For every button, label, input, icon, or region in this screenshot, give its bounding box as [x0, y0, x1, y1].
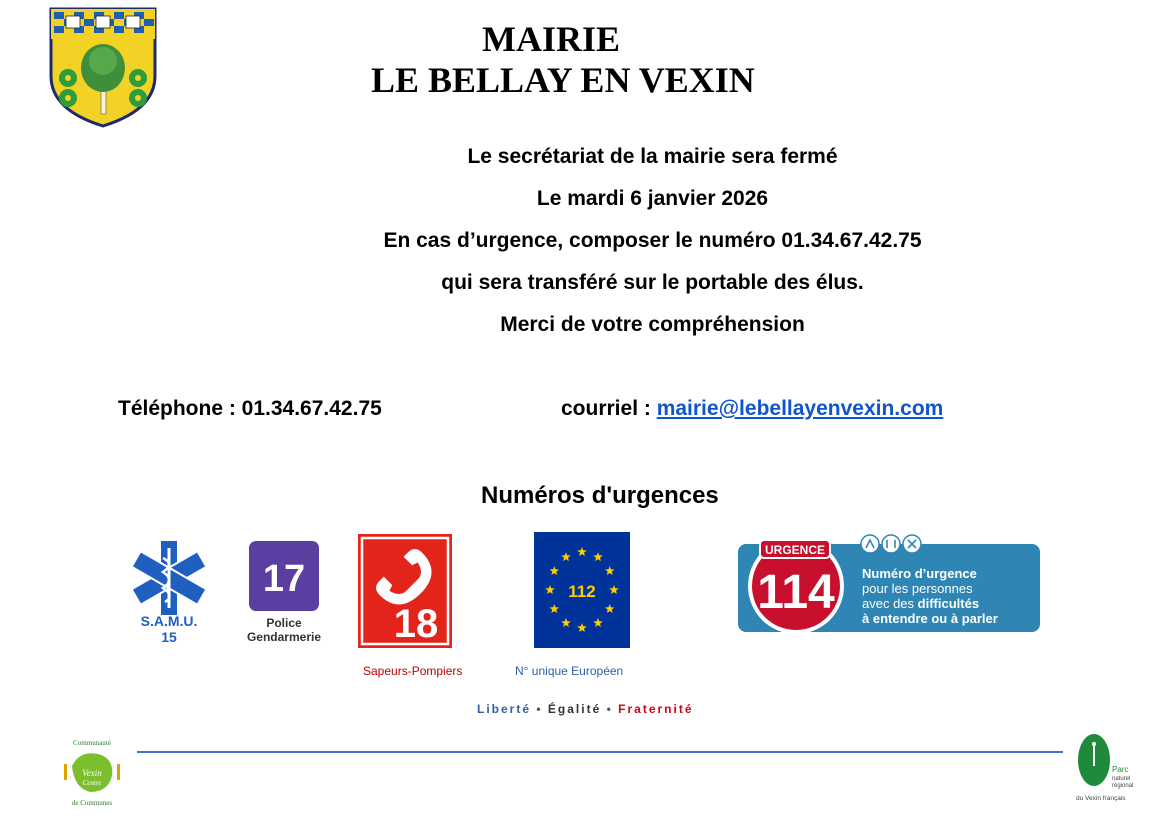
eu-112-logo [534, 532, 630, 648]
u114-line-3: avec des difficultés [862, 596, 980, 611]
eu-number: 112 [568, 582, 596, 601]
police-logo [246, 540, 326, 644]
police-label-1: Police [266, 616, 302, 630]
urgence-number: 114 [757, 566, 835, 619]
europe-caption: N° unique Européen [515, 664, 624, 678]
motto-liberte: Liberté [477, 702, 532, 716]
urgence-114-logo [738, 530, 1040, 634]
notice-line-1: Le secrétariat de la mairie sera fermé [467, 145, 838, 168]
parc-naturel-logo [1074, 732, 1136, 804]
cc-center-label-2: Centre [82, 779, 102, 787]
page-title-line1: MAIRIE [482, 19, 621, 59]
police-label-2: Gendarmerie [246, 630, 322, 644]
republic-motto [477, 702, 694, 716]
pompiers-caption: Sapeurs-Pompiers [363, 664, 463, 678]
emergency-title: Numéros d'urgences [481, 482, 719, 509]
motto-separator: • [536, 702, 543, 716]
urgence-badge: URGENCE [764, 543, 826, 557]
communaute-de-communes-logo [56, 736, 128, 808]
cc-center-label-1: Vexin [82, 768, 102, 778]
motto-separator: • [606, 702, 613, 716]
footer-divider [137, 751, 1063, 753]
notice-line-4: qui sera transféré sur le portable des élus. [441, 271, 864, 294]
cc-bottom-label: de Communes [71, 799, 113, 807]
coat-of-arms-icon [48, 6, 158, 130]
notice-line-3: En cas d’urgence, composer le numéro 01.34.67.42.75 [383, 229, 922, 252]
star-of-life-icon [132, 540, 207, 616]
samu-name: S.A.M.U. [140, 613, 198, 629]
cc-top-label: Communauté [73, 739, 111, 747]
motto-fraternite: Fraternité [618, 702, 694, 716]
parc-label-4: du Vexin français [1076, 795, 1126, 802]
email-label: courriel : [561, 397, 657, 420]
pompiers-number: 18 [393, 602, 439, 646]
notice-line-5: Merci de votre compréhension [500, 313, 805, 336]
police-number: 17 [262, 558, 306, 600]
motto-egalite: Égalité [547, 702, 602, 716]
samu-logo [124, 538, 214, 646]
email-block [561, 398, 943, 419]
notice-line-2: Le mardi 6 janvier 2026 [536, 187, 769, 210]
u114-line-1: Numéro d’urgence [862, 566, 977, 581]
email-link[interactable]: mairie@lebellayenvexin.com [656, 397, 944, 420]
pompiers-logo [358, 534, 452, 648]
parc-label-1: Parc [1112, 765, 1129, 774]
parc-label-3: régional [1112, 783, 1134, 789]
u114-line-4: à entendre ou à parler [862, 611, 998, 626]
u114-line-2: pour les personnes [862, 581, 973, 596]
page-title-line2: LE BELLAY EN VEXIN [371, 60, 755, 100]
samu-number: 15 [161, 629, 177, 645]
parc-label-2: naturel [1112, 776, 1131, 782]
phone-text: Téléphone : 01.34.67.42.75 [118, 397, 382, 420]
